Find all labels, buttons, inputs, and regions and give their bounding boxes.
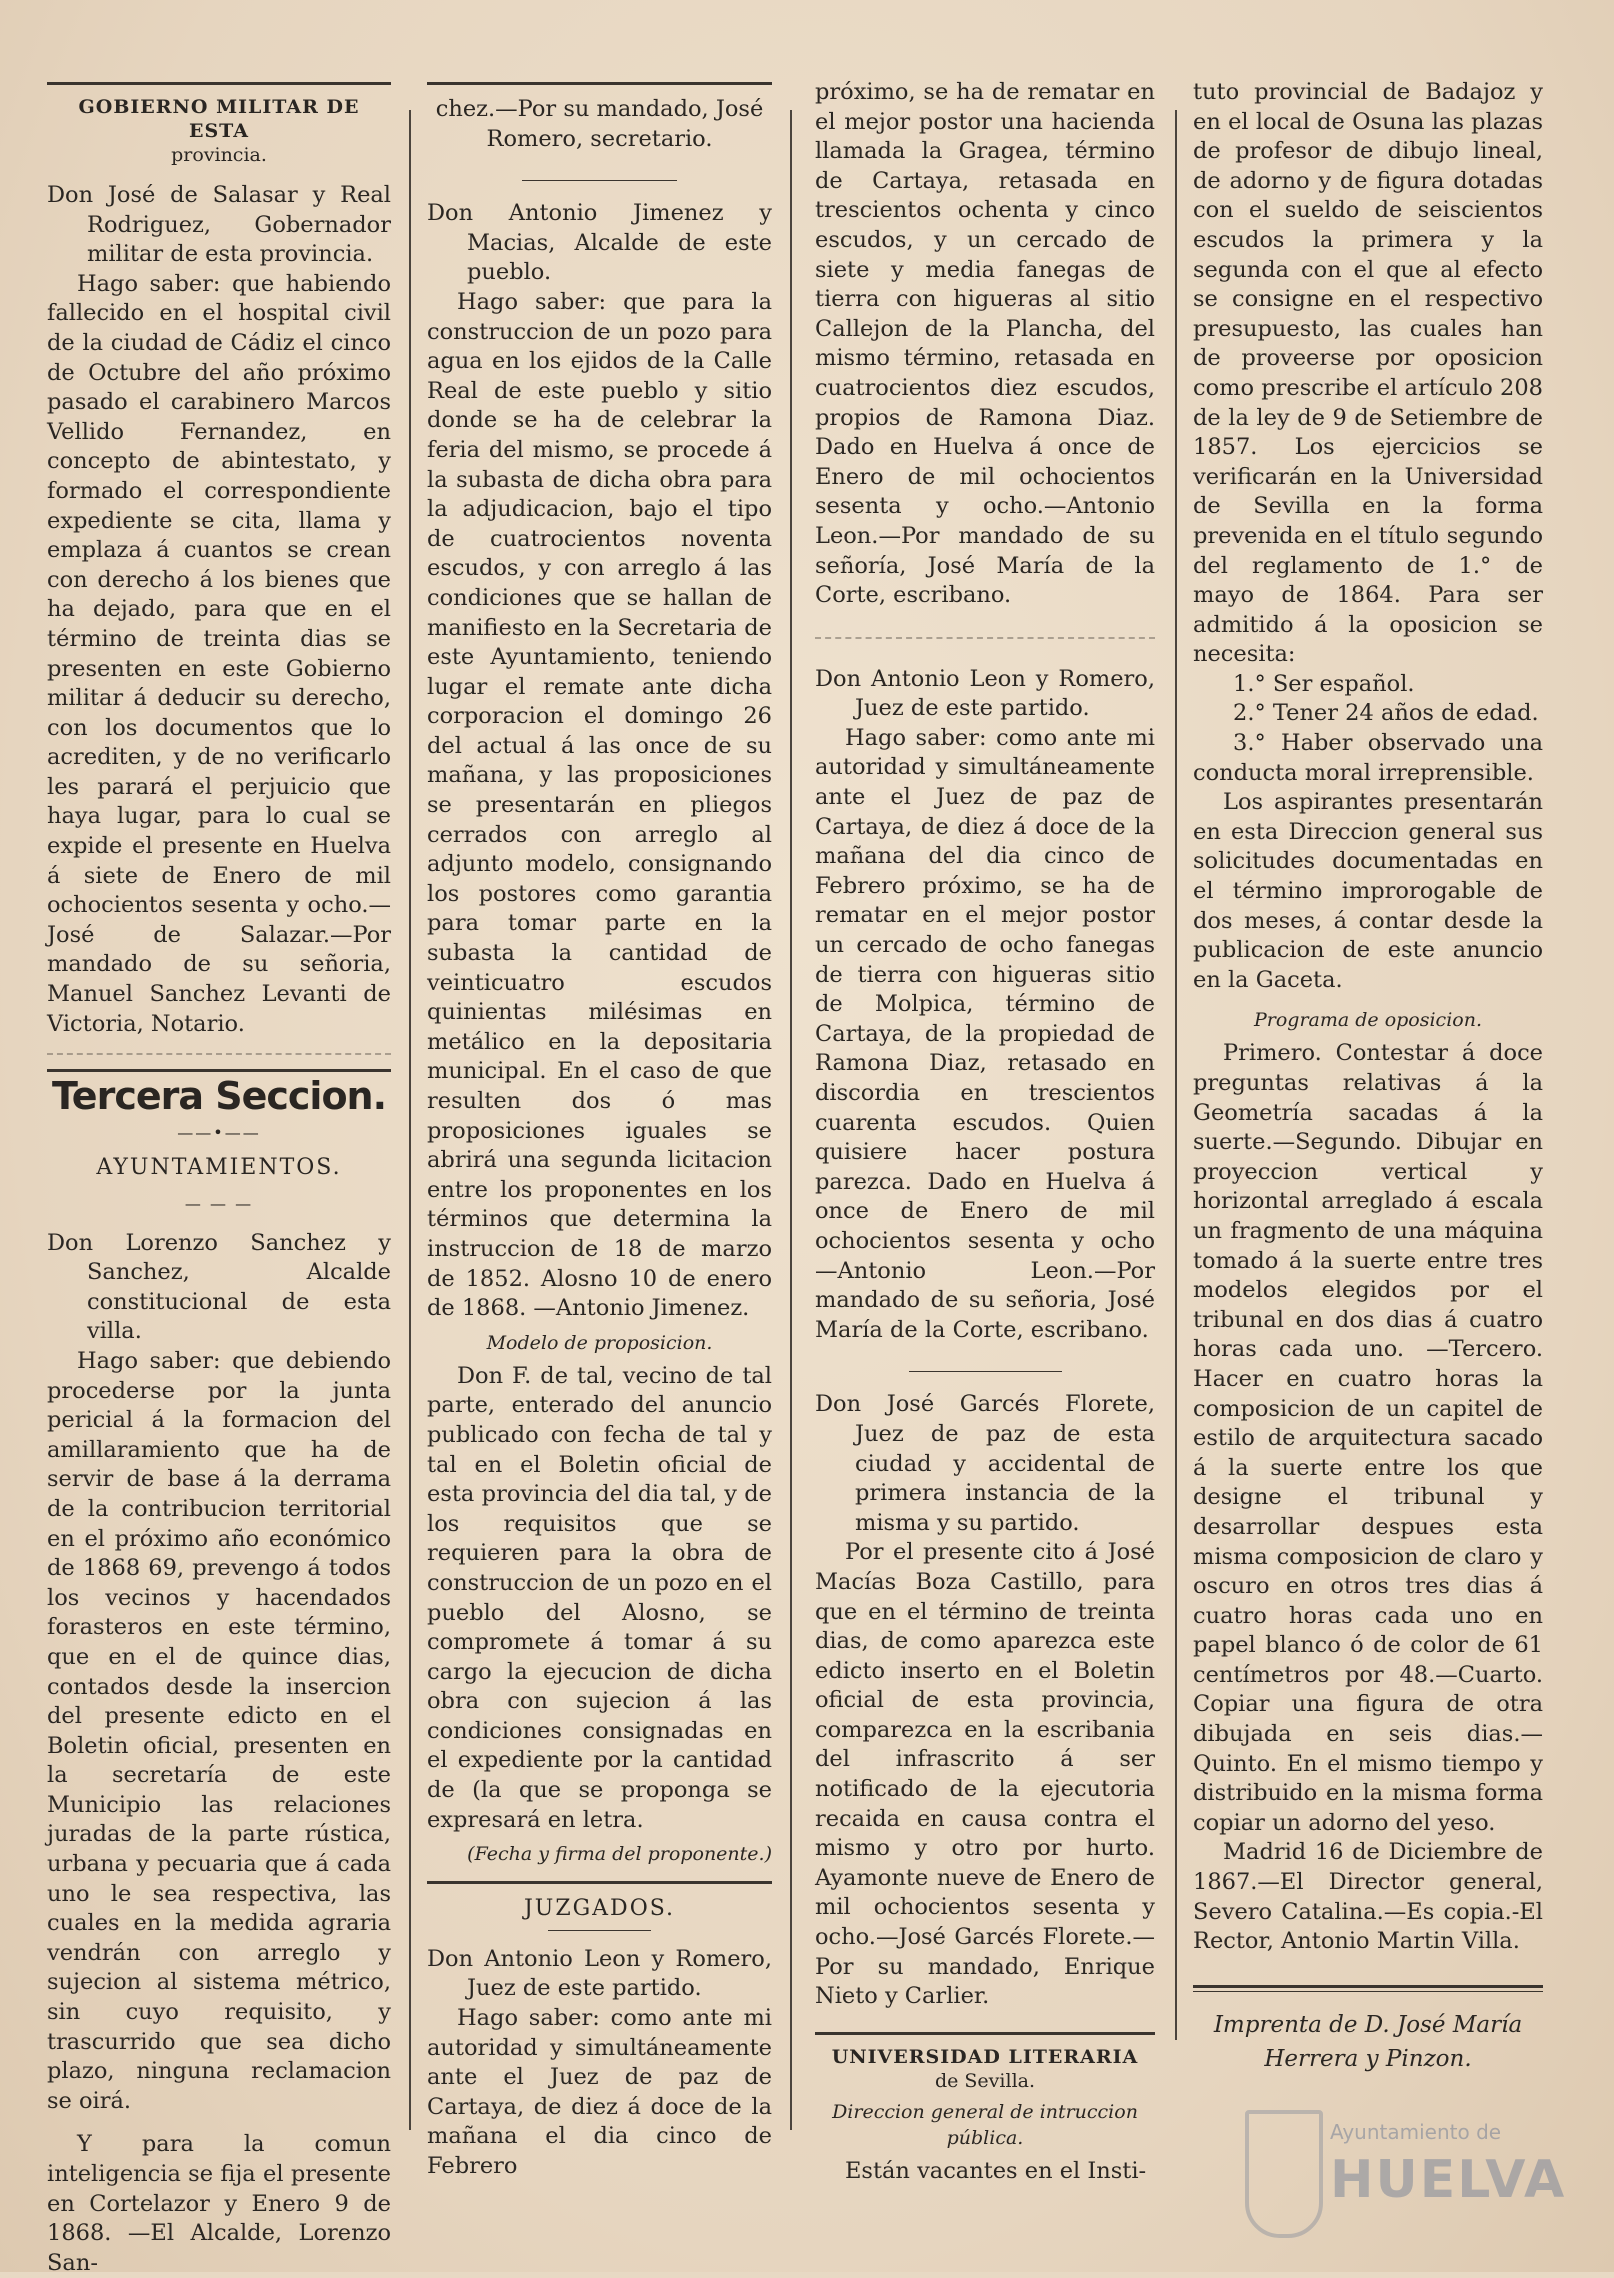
alcalde-intro: Don Antonio Jimenez y Macias, Alcalde de este pueblo. [427, 200, 772, 286]
universidad-subtitle: de Sevilla. [934, 2069, 1036, 2092]
universidad-direccion: Direccion general de intruccion pública. [832, 2100, 1138, 2149]
modelo-title: Modelo de proposicion. [486, 1331, 713, 1354]
column-4 [1193, 78, 1543, 2076]
divider [47, 1053, 391, 1055]
column-1 [47, 78, 391, 2278]
aspirantes: Los aspirantes presentarán en esta Direccion general sus solicitudes documentadas en el término improrogable de dos meses, á contar desde la publicacion de este anuncio en la Gaceta. [1193, 789, 1543, 993]
gobierno-subheading: provincia. [171, 144, 267, 166]
col4-continuation: tuto provincial de Badajoz y en el local de Osuna las plazas de profesor de dibujo lineal, de adorno y de figura dotadas con el sueldo de seiscientos escudos la primera y la segunda con el que al efecto se consigne en el respectivo presupuesto, las cuales han de proveerse por oposicion como prescribe el artículo 208 de la ley de 9 de Setiembre de 1857. Los ejercicios se verificarán en la Universidad de Sevilla en la forma prevenida en el título segundo del reglamento de 1.° de mayo de 1864. Para ser admitido á la oposicion se necesita: [1193, 79, 1543, 668]
modelo-body: Don F. de tal, vecino de tal parte, enterado del anuncio publicado con fecha de tal y tal en el Boletin oficial de esta provincia del dia tal, y de los requisitos que se requieren para la obra de construccion de un pozo en el pueblo del Alosno, se compromete á tomar á su cargo la ejecucion de dicha obra con sujecion á las condiciones consignadas en el expediente por la cantidad de (la que se proponga se expresará en letra. [427, 1362, 772, 1833]
watermark-line-1: Ayuntamiento de [1330, 2120, 1502, 2144]
requisito-1: 1.° Ser español. [1233, 670, 1415, 697]
divider [815, 637, 1155, 639]
imprint-line-1: Imprenta de D. José María [1213, 2011, 1523, 2038]
top-rule [427, 82, 772, 85]
top-rule [47, 82, 391, 85]
column-2 [427, 78, 772, 2182]
divider [522, 180, 677, 181]
ayunt-body: Hago saber: que debiendo procederse por la junta pericial á la formacion del amillaramiento que ha de servir de base á la derrama de la contribucion territorial en el próximo año económico de 1868 69, prevengo á todos los vecinos y hacendados forasteros en este término, que en el de quince dias, contados desde la insercion del presente edicto en el Boletin oficial, presenten en la secretaría de este Municipio las relaciones juradas de la parte rústica, urbana y pecuaria que á cada uno le sea respectiva, las cuales en la medida agraria vendrán con arreglo y sujecion al sistema métrico, sin cuyo requisito, y trascurrido que sea dicho plazo, ninguna reclamacion se oirá. [47, 1347, 391, 2114]
gobierno-intro: Don José de Salasar y Real Rodriguez, Gobernador militar de esta provincia. [47, 182, 391, 268]
section-title: Tercera Seccion. [51, 1074, 387, 1119]
ornament: ——•—— [177, 1122, 261, 1142]
juez2-body: Hago saber: como ante mi autoridad y simultáneamente ante el Juez de paz de Cartaya, de diez á doce de la mañana del dia cinco de Febrero próximo, se ha de rematar en el mejor postor un cercado de ocho fanegas de tierra con higueras sitio de Molpica, término de Cartaya, de la propiedad de Ramona Diaz, retasado en discordia en trescientos cuarenta escudos. Quien quisiere hacer postura parezca. Dado en Huelva á once de Enero de mil ochocientos sesenta y ocho —Antonio Leon.—Por mandado de su señoria, José María de la Corte, escribano. [815, 724, 1155, 1343]
section-rule [427, 1881, 772, 1884]
juzgados-title: JUZGADOS. [523, 1896, 676, 1922]
alcalde-body: Hago saber: que para la construccion de un pozo para agua en los ejidos de la Calle Real de este pueblo y sitio donde se ha de celebrar la feria del mismo, se procede á la subasta de dicha obra para la adjudicacion, bajo el tipo de cuatrocientos noventa escudos, y con arreglo á las condiciones que se hallan de manifiesto en la Secretaria de este Ayuntamiento, teniendo lugar el remate ante dicha corporacion el domingo 26 del actual á las once de su mañana, y las proposiciones se presentarán en pliegos cerrados con arreglo al adjunto modelo, consignando los postores como garantia para tomar parte en la subasta la cantidad de veinticuatro escudos quinientas milésimas en metálico en la depositaria municipal. En el caso de que resulten dos ó mas proposiciones iguales se abrirá una segunda licitacion entre los proponentes en los términos que determina la instruccion de 18 de marzo de 1852. Alosno 10 de enero de 1868. —Antonio Jimenez. [427, 288, 772, 1322]
column-3 [815, 78, 1155, 2186]
ayunt-close: Y para la comun inteligencia se fija el presente en Cortelazor y Enero 9 de 1868. —El Alcalde, Lorenzo San- [47, 2131, 391, 2276]
column-divider [1175, 110, 1177, 2040]
programa-title: Programa de oposicion. [1253, 1009, 1482, 1032]
madrid-signature: Madrid 16 de Diciembre de 1867.—El Director general, Severo Catalina.—Es copia.-El Rector, Antonio Martin Villa. [1193, 1839, 1543, 1955]
gobierno-heading: GOBIERNO MILITAR DE ESTA [78, 96, 360, 142]
programa-body: Primero. Contestar á doce preguntas relativas á la Geometría sacadas á la suerte.—Segundo. Dibujar en proyeccion vertical y horizontal arreglado á escala un fragmento de una máquina tomado á la suerte entre tres modelos elegidos por el tribunal en dos dias á cuatro horas cada uno. —Tercero. Hacer en cuatro horas la composicion de un capitel de estilo de arquitectura sacado á la suerte entre los que designe el tribunal y desarrollar despues esta misma composicion de claro y oscuro en otros tres dias á cuatro horas cada uno en papel blanco ó de color de 61 centímetros por 48.—Cuarto. Copiar una figura de otra dibujada en seis dias.—Quinto. En el mismo tiempo y distribuido en la misma forma copiar un adorno del yeso. [1193, 1040, 1543, 1836]
ayunt-intro: Don Lorenzo Sanchez y Sanchez, Alcalde constitucional de esta villa. [47, 1229, 391, 1345]
column-divider [409, 110, 411, 2130]
universidad-body: Están vacantes en el Insti- [845, 2157, 1147, 2184]
divider [548, 1930, 652, 1931]
requisito-3: 3.° Haber observado una conducta moral irreprensible. [1193, 730, 1543, 786]
imprint-line-2: Herrera y Pinzon. [1264, 2045, 1472, 2072]
requisito-2: 2.° Tener 24 años de edad. [1233, 700, 1539, 727]
ayuntamientos-title: AYUNTAMIENTOS. [96, 1155, 342, 1181]
juez-intro: Don Antonio Leon y Romero, Juez de este partido. [427, 1945, 772, 2002]
watermark-line-2: HUELVA [1330, 2150, 1567, 2210]
divider [909, 1371, 1062, 1372]
ornament: — — — [184, 1194, 254, 1213]
col2-continuation: chez.—Por su mandado, José Romero, secretario. [435, 96, 764, 152]
section-rule [815, 2032, 1155, 2035]
huelva-emblem-icon [1245, 2110, 1323, 2238]
universidad-title: UNIVERSIDAD LITERARIA [831, 2045, 1139, 2068]
section-rule [47, 1069, 391, 1072]
juez3-body: Por el presente cito á José Macías Boza Castillo, para que en el término de treinta dias, de como aparezca este edicto inserto en el Boletin oficial de esta provincia, comparezca en la escribania del infrascrito á ser notificado de la ejecutoria recaida en causa contra el mismo y otro por hurto. Ayamonte nueve de Enero de mil ochocientos sesenta y ocho.—José Garcés Florete.—Por su mandado, Enrique Nieto y Carlier. [815, 1539, 1155, 2010]
modelo-signature: (Fecha y firma del proponente.) [467, 1843, 772, 1866]
juez2-intro: Don Antonio Leon y Romero, Juez de este partido. [815, 665, 1155, 722]
col3-continuation: próximo, se ha de rematar en el mejor postor una hacienda llamada la Gragea, término de Cartaya, retasada en trescientos ochenta y cinco escudos, y un cercado de siete y media fanegas de tierra con higueras al sitio Callejon de la Plancha, del mismo término, retasada en cuatrocientos diez escudos, propios de Ramona Diaz. Dado en Huelva á once de Enero de mil ochocientos sesenta y ocho.—Antonio Leon.—Por mandado de su señoría, José María de la Corte, escribano. [815, 79, 1155, 609]
juez-body: Hago saber: como ante mi autoridad y simultáneamente ante el Juez de paz de Cartaya, de diez á doce de la mañana el dia cinco de Febrero [427, 2005, 772, 2179]
column-divider [790, 110, 792, 2130]
gobierno-body: Hago saber: que habiendo fallecido en el hospital civil de la ciudad de Cádiz el cinco de Octubre del año próximo pasado el carabinero Marcos Vellido Fernandez, en concepto de abintestato, y formado el correspondiente expediente se cita, llama y emplaza á cuantos se crean con derecho á los bienes que ha dejado, para que en el término de treinta dias se presenten en este Gobierno militar á deducir su derecho, con los documentos que lo acrediten, y de no verificarlo les parará el perjuicio que haya lugar, para lo cual se expide el presente en Huelva á siete de Enero de mil ochocientos sesenta y ocho.—José de Salazar.—Por mandado de su señoria, Manuel Sanchez Levanti de Victoria, Notario. [47, 270, 391, 1037]
closing-rule [1193, 1985, 1543, 1992]
juez3-intro: Don José Garcés Florete, Juez de paz de esta ciudad y accidental de primera instancia de la misma y su partido. [815, 1391, 1155, 1536]
